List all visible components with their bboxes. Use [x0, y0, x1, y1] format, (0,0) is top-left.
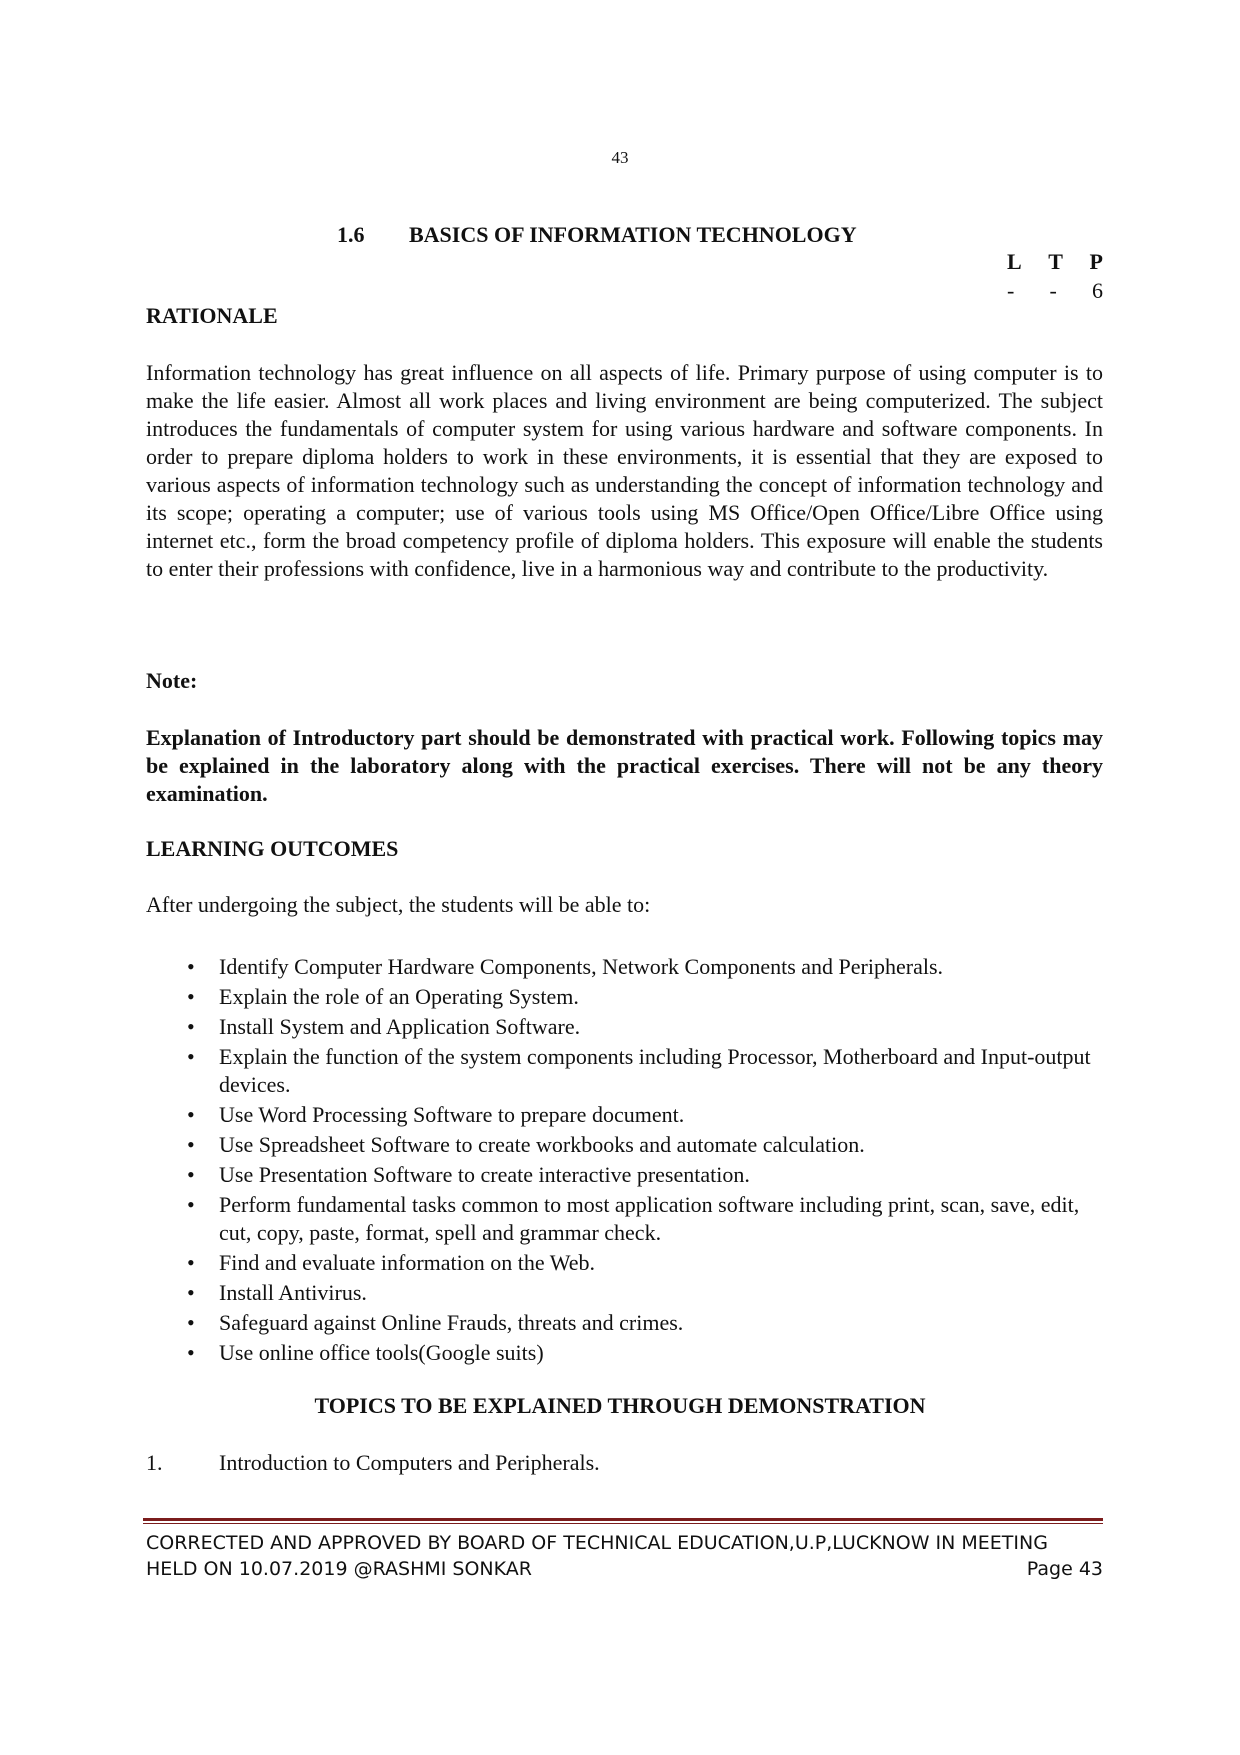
ltp-header-p: P: [1089, 249, 1103, 274]
ltp-value-l: -: [1007, 278, 1015, 303]
ltp-value-p: 6: [1092, 278, 1103, 303]
list-item: • Install Antivirus.: [146, 1279, 1103, 1307]
footer-line-2: [146, 1556, 1103, 1582]
learning-outcomes-list: [146, 953, 1103, 1369]
list-item: • Install System and Application Software.: [146, 1013, 1103, 1041]
ltp-header-l: L: [1007, 249, 1022, 274]
list-item: • Use online office tools(Google suits): [146, 1339, 1103, 1367]
topics-heading: TOPICS TO BE EXPLAINED THROUGH DEMONSTRATION: [314, 1393, 926, 1418]
page-number: 43: [611, 148, 629, 167]
list-item: • Explain the role of an Operating System.: [146, 983, 1103, 1011]
ltp-header-t: T: [1048, 249, 1063, 274]
list-item: • Find and evaluate information on the Web.: [146, 1249, 1103, 1277]
learning-outcomes-intro: After undergoing the subject, the students will be able to:: [146, 892, 651, 917]
ltp-headers: [1007, 247, 1103, 276]
footer-page-label: Page 43: [1026, 1558, 1103, 1580]
list-item: • Use Presentation Software to create interactive presentation.: [146, 1161, 1103, 1189]
footer-rule: [143, 1518, 1103, 1521]
section-number: 1.6: [337, 222, 365, 247]
note-paragraph: Explanation of Introductory part should be demonstrated with practical work. Following topics may be explained in the laboratory along with the practical exercises. There will not be any theory examination.: [146, 725, 1103, 806]
footer-line-1: CORRECTED AND APPROVED BY BOARD OF TECHNICAL EDUCATION,U.P,LUCKNOW IN MEETING: [146, 1532, 1048, 1554]
topic-text: Introduction to Computers and Peripherals.: [219, 1450, 600, 1475]
ltp-table: [1007, 247, 1103, 305]
learning-outcomes-heading: LEARNING OUTCOMES: [146, 836, 399, 861]
rationale-paragraph: Information technology has great influence on all aspects of life. Primary purpose of using computer is to make the life easier. Almost all work places and living environment are being computerized. The subject introduces the fundamentals of computer system for using various hardware and software components. In order to prepare diploma holders to work in these environments, it is essential that they are exposed to various aspects of information technology such as understanding the concept of information technology and its scope; operating a computer; use of various tools using MS Office/Open Office/Libre Office using internet etc., form the broad competency profile of diploma holders. This exposure will enable the students to enter their professions with confidence, live in a harmonious way and contribute to the productivity.: [146, 360, 1103, 581]
footer-rule-thin: [143, 1523, 1103, 1524]
list-item: • Use Spreadsheet Software to create workbooks and automate calculation.: [146, 1131, 1103, 1159]
ltp-values: [1007, 276, 1103, 305]
list-item: • Safeguard against Online Frauds, threats and crimes.: [146, 1309, 1103, 1337]
topic-number: 1.: [146, 1450, 163, 1475]
footer-approval: HELD ON 10.07.2019 @RASHMI SONKAR: [146, 1558, 532, 1580]
section-title: [337, 222, 857, 248]
list-item: • Explain the function of the system components including Processor, Motherboard and Input-output devices.: [146, 1043, 1103, 1099]
list-item: • Perform fundamental tasks common to most application software including print, scan, save, edit, cut, copy, paste, format, spell and grammar check.: [146, 1191, 1103, 1247]
list-item: • Identify Computer Hardware Components, Network Components and Peripherals.: [146, 953, 1103, 981]
note-heading: Note:: [146, 668, 198, 693]
rationale-heading: RATIONALE: [146, 303, 278, 328]
section-title-text: BASICS OF INFORMATION TECHNOLOGY: [409, 222, 857, 247]
ltp-value-t: -: [1049, 278, 1057, 303]
list-item: • Use Word Processing Software to prepare document.: [146, 1101, 1103, 1129]
page-footer: [146, 1530, 1103, 1582]
topic-item: [146, 1450, 600, 1476]
